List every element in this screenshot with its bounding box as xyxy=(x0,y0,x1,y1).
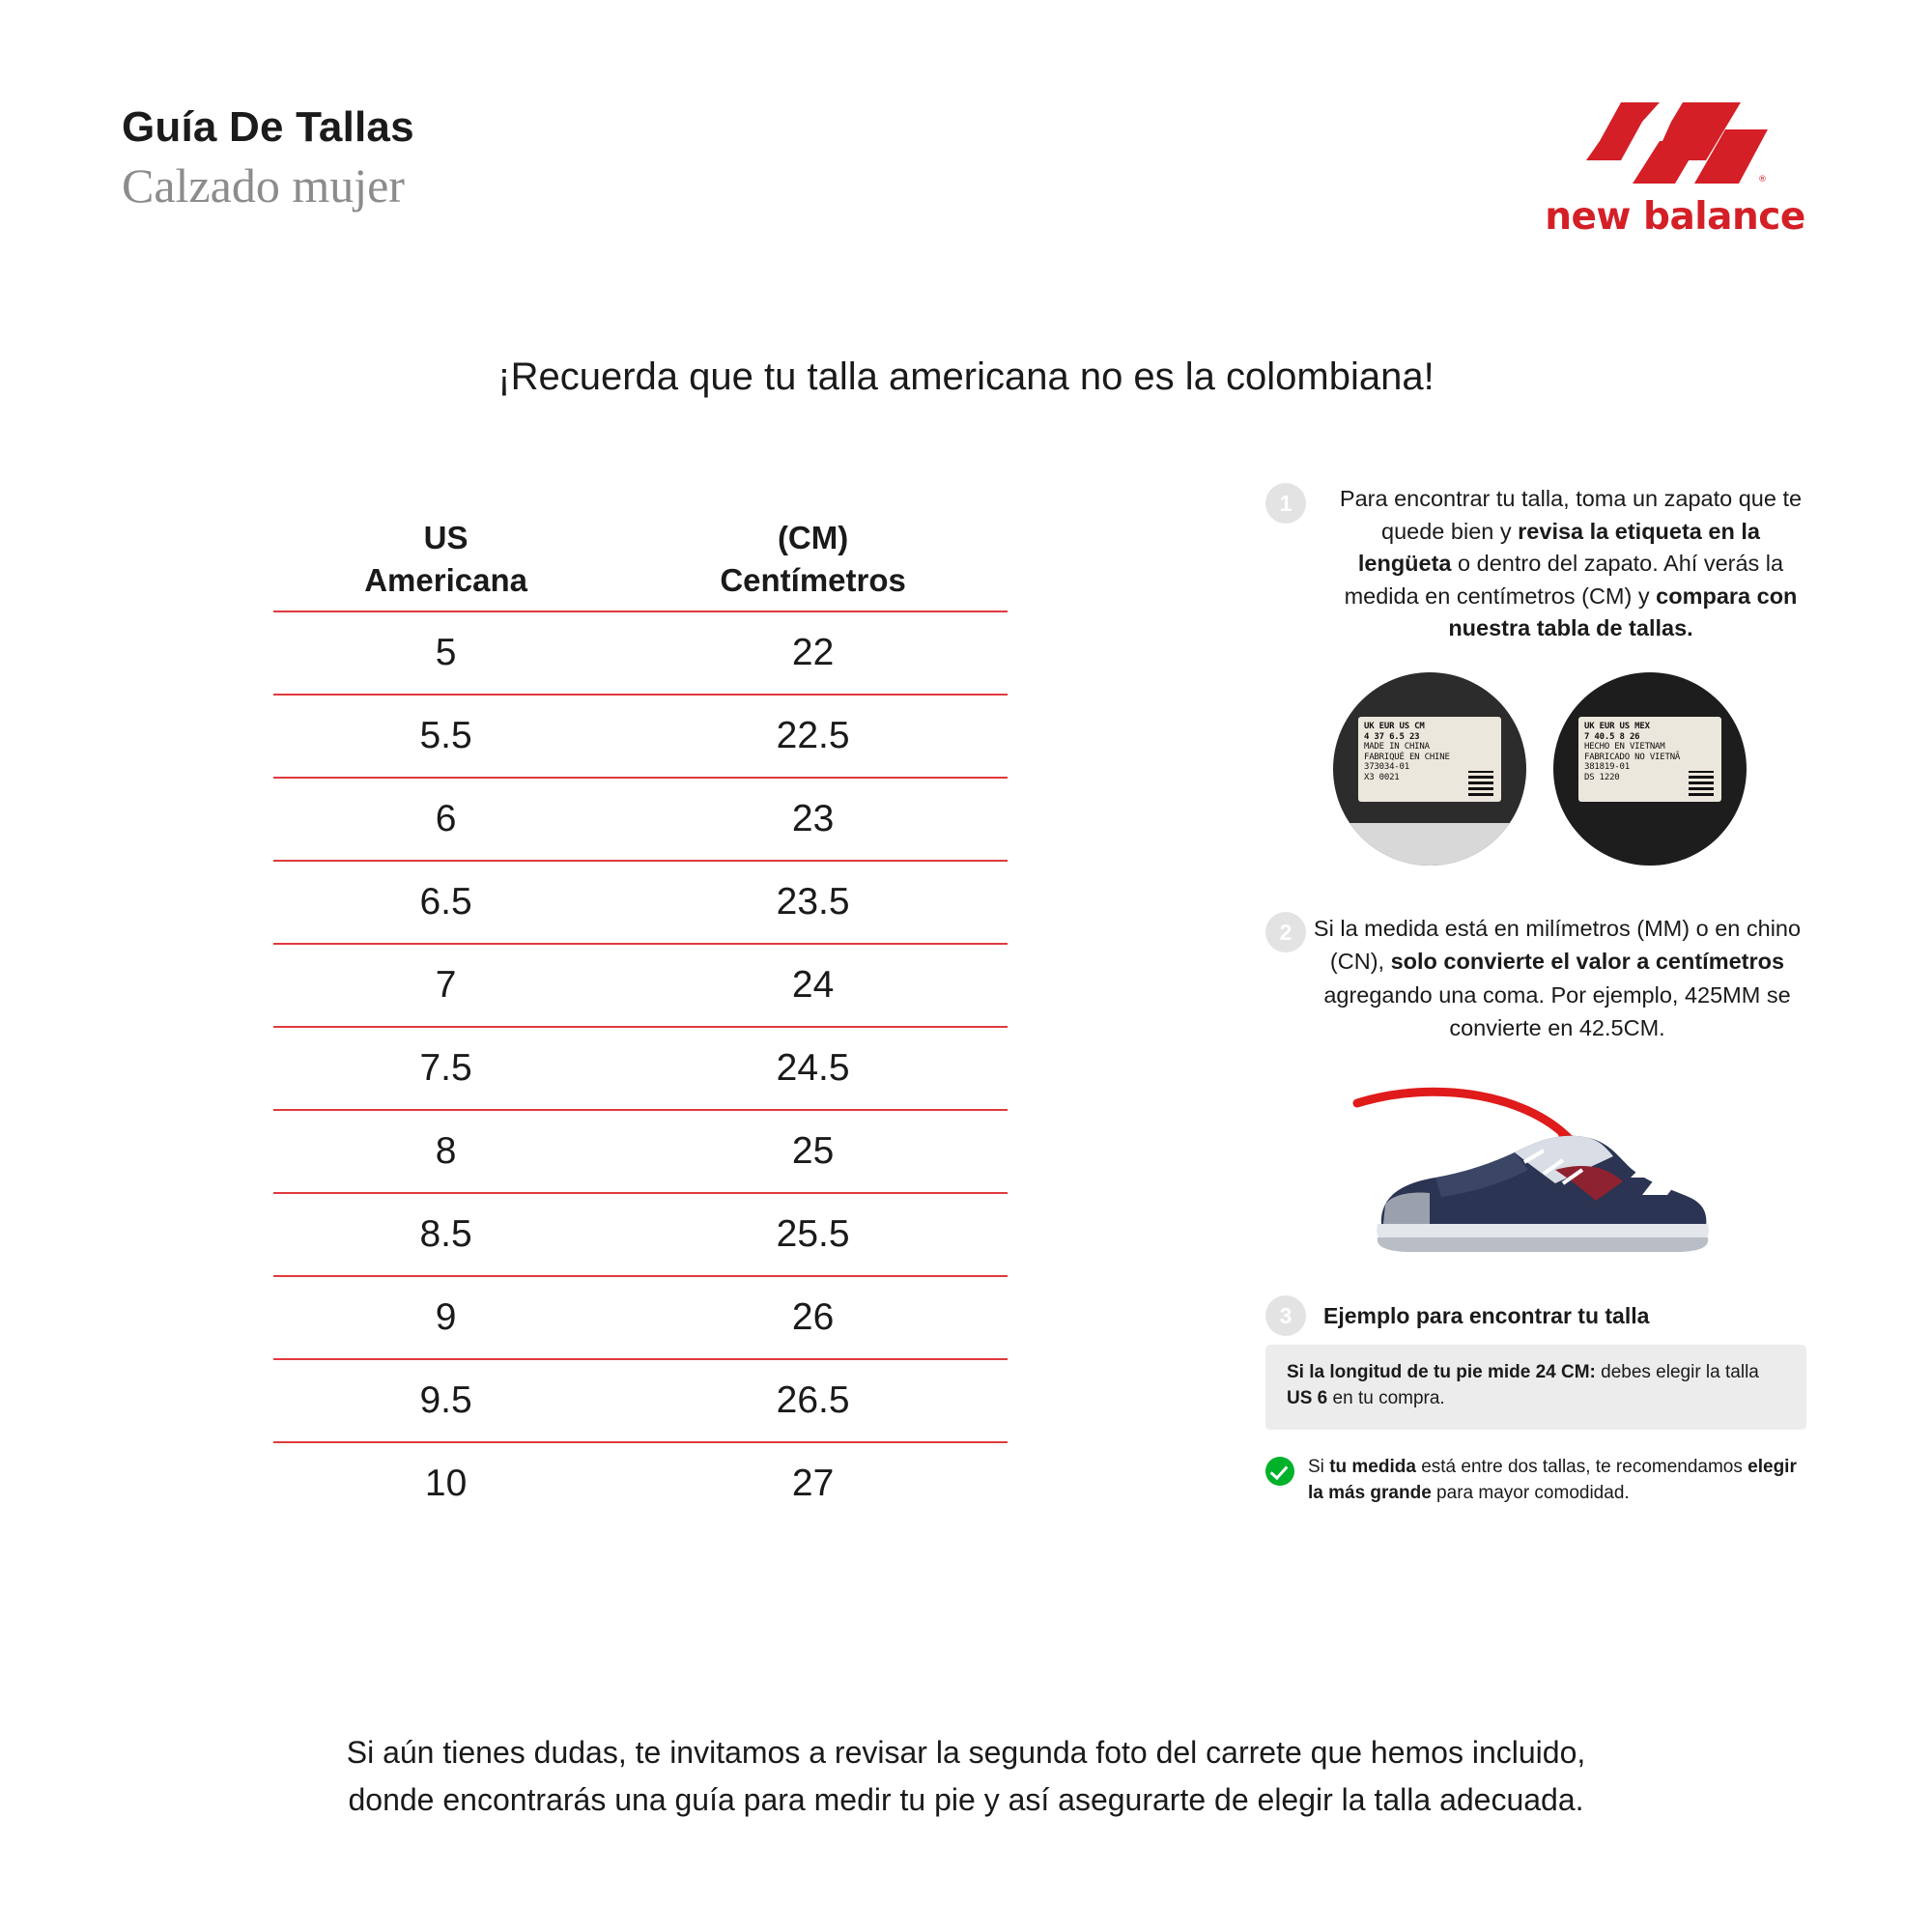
cell-us: 6.5 xyxy=(273,861,618,944)
cell-cm: 24 xyxy=(618,944,1008,1027)
step-1-bold1: revisa la etiqueta en la lengüeta xyxy=(1357,518,1760,577)
barcode-icon xyxy=(1689,771,1714,796)
page-header xyxy=(0,104,1932,259)
tip-text2: en tu compra. xyxy=(1327,1388,1445,1409)
size-label-tag xyxy=(1358,717,1501,802)
cell-us: 10 xyxy=(273,1442,618,1524)
cell-us: 6 xyxy=(273,778,618,861)
step-1-text xyxy=(1335,483,1806,645)
column-header-us-line2: Americana xyxy=(364,561,527,598)
shoe-label-photo-2 xyxy=(1553,672,1747,866)
footer-note xyxy=(0,1729,1932,1823)
page-subtitle: Calzado mujer xyxy=(122,158,405,213)
cell-cm: 25.5 xyxy=(618,1193,1008,1276)
label-code: 381819-01 xyxy=(1584,762,1630,773)
shoe-rim xyxy=(1333,823,1526,866)
column-header-cm-line2: Centímetros xyxy=(720,561,906,598)
check-bold2: elegir la más grande xyxy=(1308,1457,1797,1504)
table-row xyxy=(273,611,1008,695)
label-extra: DS 1220 xyxy=(1584,773,1620,783)
step-1-text-part2: o dentro del zapato. Ahí verás la medida en centímetros (CM) y xyxy=(1344,551,1784,609)
check-text3: para mayor comodidad. xyxy=(1431,1483,1630,1504)
footer-line-1: Si aún tienes dudas, te invitamos a revisar la segunda foto del carrete que hemos incluido, xyxy=(346,1735,1586,1770)
check-text2: está entre dos tallas, te recomendamos xyxy=(1415,1457,1748,1478)
table-row xyxy=(273,944,1008,1027)
column-header-cm xyxy=(618,517,1008,611)
cell-cm: 27 xyxy=(618,1442,1008,1524)
check-text1: Si xyxy=(1308,1457,1330,1478)
nb-wordmark: new balance xyxy=(1545,195,1805,239)
label-line4: FABRIQUÉ EN CHINE xyxy=(1364,752,1450,762)
step-1 xyxy=(1265,483,1806,645)
step-2-badge: 2 xyxy=(1265,912,1306,952)
barcode-icon xyxy=(1468,771,1493,796)
recommendation-text xyxy=(1308,1455,1806,1507)
cell-us: 8 xyxy=(273,1110,618,1193)
shoe-label-photo-1 xyxy=(1333,672,1526,866)
table-row xyxy=(273,1110,1008,1193)
cell-us: 5 xyxy=(273,611,618,695)
table-row xyxy=(273,1276,1008,1359)
example-tip-box xyxy=(1265,1345,1806,1430)
cell-cm: 26 xyxy=(618,1276,1008,1359)
title-block xyxy=(122,104,414,212)
table-row xyxy=(273,861,1008,944)
step-2 xyxy=(1265,912,1806,1044)
table-row xyxy=(273,695,1008,778)
label-values: 7 40.5 8 26 xyxy=(1584,731,1640,742)
cell-us: 9 xyxy=(273,1276,618,1359)
cell-us: 7 xyxy=(273,944,618,1027)
table-row xyxy=(273,778,1008,861)
step-3-badge: 3 xyxy=(1265,1295,1306,1336)
table-row xyxy=(273,1442,1008,1524)
tip-bold2: US 6 xyxy=(1287,1388,1328,1409)
step-1-bold2: compara con nuestra tabla de tallas. xyxy=(1448,582,1798,641)
step-2-text xyxy=(1308,912,1806,1044)
column-header-us-line1: US xyxy=(423,520,469,555)
tip-text1: debes elegir la talla xyxy=(1595,1362,1759,1383)
cell-cm: 22 xyxy=(618,611,1008,695)
step-1-badge: 1 xyxy=(1265,483,1306,524)
new-balance-logo xyxy=(1530,97,1820,239)
sneaker-icon xyxy=(1265,1069,1806,1263)
size-table-wrapper xyxy=(273,517,1008,1524)
cell-us: 5.5 xyxy=(273,695,618,778)
label-line3: MADE IN CHINA xyxy=(1364,742,1430,753)
column-header-cm-line1: (CM) xyxy=(777,520,849,555)
size-label-tag xyxy=(1578,717,1721,802)
label-code: 373034-01 xyxy=(1364,762,1409,773)
cell-cm: 22.5 xyxy=(618,695,1008,778)
step-3 xyxy=(1265,1295,1806,1507)
footer-line-2: donde encontrarás una guía para medir tu pie y así asegurarte de elegir la talla adecuada. xyxy=(348,1781,1584,1817)
cell-cm: 26.5 xyxy=(618,1359,1008,1442)
table-row xyxy=(273,1359,1008,1442)
label-values: 4 37 6.5 23 xyxy=(1364,731,1420,742)
step-2-bold1: solo convierte el valor a centímetros xyxy=(1390,949,1785,975)
table-row xyxy=(273,1193,1008,1276)
check-circle-icon xyxy=(1265,1457,1294,1486)
headline: ¡Recuerda que tu talla americana no es la colombiana! xyxy=(497,355,1435,398)
label-headers: UK EUR US MEX xyxy=(1584,721,1650,731)
label-line3: HECHO EN VIETNAM xyxy=(1584,742,1665,753)
page-title: Guía De Tallas xyxy=(122,103,414,151)
step-1-text-part1: Para encontrar tu talla, toma un zapato que te quede bien y xyxy=(1339,486,1803,544)
instructions-column xyxy=(1265,483,1806,1507)
cell-us: 8.5 xyxy=(273,1193,618,1276)
label-line4: FABRICADO NO VIETNÃ xyxy=(1584,752,1681,762)
cell-us: 7.5 xyxy=(273,1027,618,1110)
svg-text:®: ® xyxy=(1758,175,1767,185)
column-header-us xyxy=(273,517,618,611)
cell-cm: 24.5 xyxy=(618,1027,1008,1110)
table-row xyxy=(273,1027,1008,1110)
cell-cm: 25 xyxy=(618,1110,1008,1193)
step-2-text-part2: agregando una coma. Por ejemplo, 425MM se convierte en 42.5CM. xyxy=(1323,981,1791,1040)
label-extra: X3 0021 xyxy=(1364,773,1400,783)
cell-cm: 23 xyxy=(618,778,1008,861)
step-3-title: Ejemplo para encontrar tu talla xyxy=(1323,1303,1650,1329)
label-headers: UK EUR US CM xyxy=(1364,721,1425,731)
recommendation-row xyxy=(1265,1455,1806,1507)
size-table xyxy=(273,517,1008,1524)
nb-monogram-icon xyxy=(1578,97,1772,189)
tip-bold1: Si la longitud de tu pie mide 24 CM: xyxy=(1287,1362,1596,1383)
step-2-text-part1: Si la medida está en milímetros (MM) o en chino (CN), xyxy=(1313,915,1802,975)
check-bold1: tu medida xyxy=(1329,1457,1416,1478)
shoe-label-photos xyxy=(1333,672,1806,866)
cell-us: 9.5 xyxy=(273,1359,618,1442)
cell-cm: 23.5 xyxy=(618,861,1008,944)
shoe-illustration xyxy=(1265,1069,1806,1263)
table-header-row xyxy=(273,517,1008,611)
